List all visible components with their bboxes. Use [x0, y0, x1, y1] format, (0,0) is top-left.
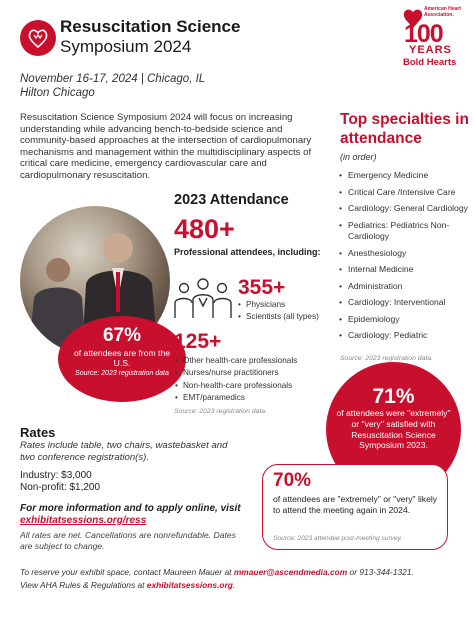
other-professionals-list — [174, 355, 297, 405]
us-attendees-source: Source: 2023 registration data — [75, 370, 169, 377]
more-info-text: For more information and to apply online, visit — [20, 503, 241, 514]
attendance-source: Source: 2023 registration data. — [174, 408, 267, 415]
rates-title: Rates — [20, 425, 56, 440]
event-date-location: November 16-17, 2024 | Chicago, IL — [20, 73, 206, 85]
list-item: • Non-health-care professionals — [174, 380, 297, 392]
intro-paragraph: Resuscitation Science Symposium 2024 will focus on increasing understanding while advancing bench-to-bedside science and community-based approaches at the intersection of cardiopulmonary mechanisms and management within the multidisciplinary aspects of critical care medicine, emergency cardiovascular care and cardiopulmonary resuscitation. — [20, 112, 312, 181]
list-item: • Cardiology: Pediatric — [338, 330, 472, 342]
aha-years: YEARS — [409, 44, 452, 56]
aha-name: American Heart Association. — [424, 6, 461, 18]
exhibit-link[interactable]: exhibitatsessions.org/ress — [20, 515, 147, 526]
event-venue: Hilton Chicago — [20, 87, 95, 99]
footer-contact-text: To reserve your exhibit space, contact Maureen Mauer at — [20, 567, 232, 577]
list-item: • EMT/paramedics — [174, 392, 297, 404]
list-item: • Scientists (all types) — [237, 311, 319, 323]
list-item: • Other health-care professionals — [174, 355, 297, 367]
list-item: • Nurses/nurse practitioners — [174, 367, 297, 379]
heart-hands-icon — [27, 26, 49, 50]
physicians-list — [237, 299, 319, 324]
specialties-list — [338, 170, 472, 347]
footer-contact — [20, 566, 460, 579]
us-attendees-label: of attendees are from the U.S. — [73, 348, 171, 368]
other-professionals-count: 125+ — [174, 330, 222, 353]
specialties-source: Source: 2023 registration data. — [340, 355, 433, 362]
physicians-count: 355+ — [238, 276, 286, 299]
rules-link[interactable]: exhibitatsessions.org — [146, 580, 233, 590]
more-info — [20, 503, 250, 527]
us-attendees-value: 67% — [102, 325, 142, 346]
rates-section — [20, 440, 230, 493]
attendance-total-label: Professional attendees, including: — [174, 247, 321, 257]
return-intent-value: 70% — [273, 470, 312, 491]
list-item: • Anesthesiology — [338, 248, 472, 260]
rates-note: All rates are net. Cancellations are nonrefundable. Dates are subject to change. — [20, 530, 236, 551]
satisfaction-value: 71% — [372, 385, 415, 408]
list-item: • Physicians — [237, 299, 319, 311]
attendance-title: 2023 Attendance — [174, 192, 289, 208]
footer — [20, 566, 460, 592]
aha-100: 100 — [404, 20, 443, 48]
page-title: Resuscitation Science — [60, 17, 241, 36]
list-item: • Internal Medicine — [338, 264, 472, 276]
aha-tagline: Bold Hearts — [403, 57, 457, 68]
people-group-icon — [172, 276, 234, 320]
specialties-title: Top specialties in attendance — [340, 111, 469, 147]
industry-rate: Industry: $3,000 — [20, 470, 92, 481]
list-item: • Cardiology: Interventional — [338, 297, 472, 309]
attendance-total: 480+ — [174, 214, 235, 244]
page-subtitle: Symposium 2024 — [60, 37, 192, 56]
list-item: • Cardiology: General Cardiology — [338, 203, 472, 215]
footer-rules-text: View AHA Rules & Regulations at — [20, 580, 145, 590]
list-item: • Administration — [338, 281, 472, 293]
return-intent-source: Source: 2023 attendee post-meeting survey. — [273, 535, 403, 542]
satisfaction-label: of attendees were "extremely" or "very" satisfied with Resuscitation Science Symposium 2023. — [336, 408, 451, 451]
nonprofit-rate: Non-profit: $1,200 — [20, 481, 101, 493]
list-item: • Critical Care /Intensive Care — [338, 187, 472, 199]
event-info — [20, 72, 205, 100]
list-item: • Emergency Medicine — [338, 170, 472, 182]
contact-email-link[interactable]: mmauer@ascendmedia.com — [233, 567, 348, 577]
list-item: • Pediatrics: Pediatrics Non-Cardiology — [338, 220, 472, 243]
footer-rules: View AHA Rules & Regulations at exhibitatsessions.org. — [20, 580, 236, 590]
rates-description: Rates include table, two chairs, wastebasket and two conference registration(s). — [20, 440, 228, 463]
return-intent-label: of attendees are "extremely" or "very" likely to attend the meeting again in 2024. — [273, 494, 438, 515]
symposium-logo — [20, 20, 56, 56]
footer-contact-phone: or 913-344-1321. — [349, 567, 414, 577]
specialties-subtitle: (in order) — [340, 152, 377, 162]
list-item: • Epidemiology — [338, 314, 472, 326]
